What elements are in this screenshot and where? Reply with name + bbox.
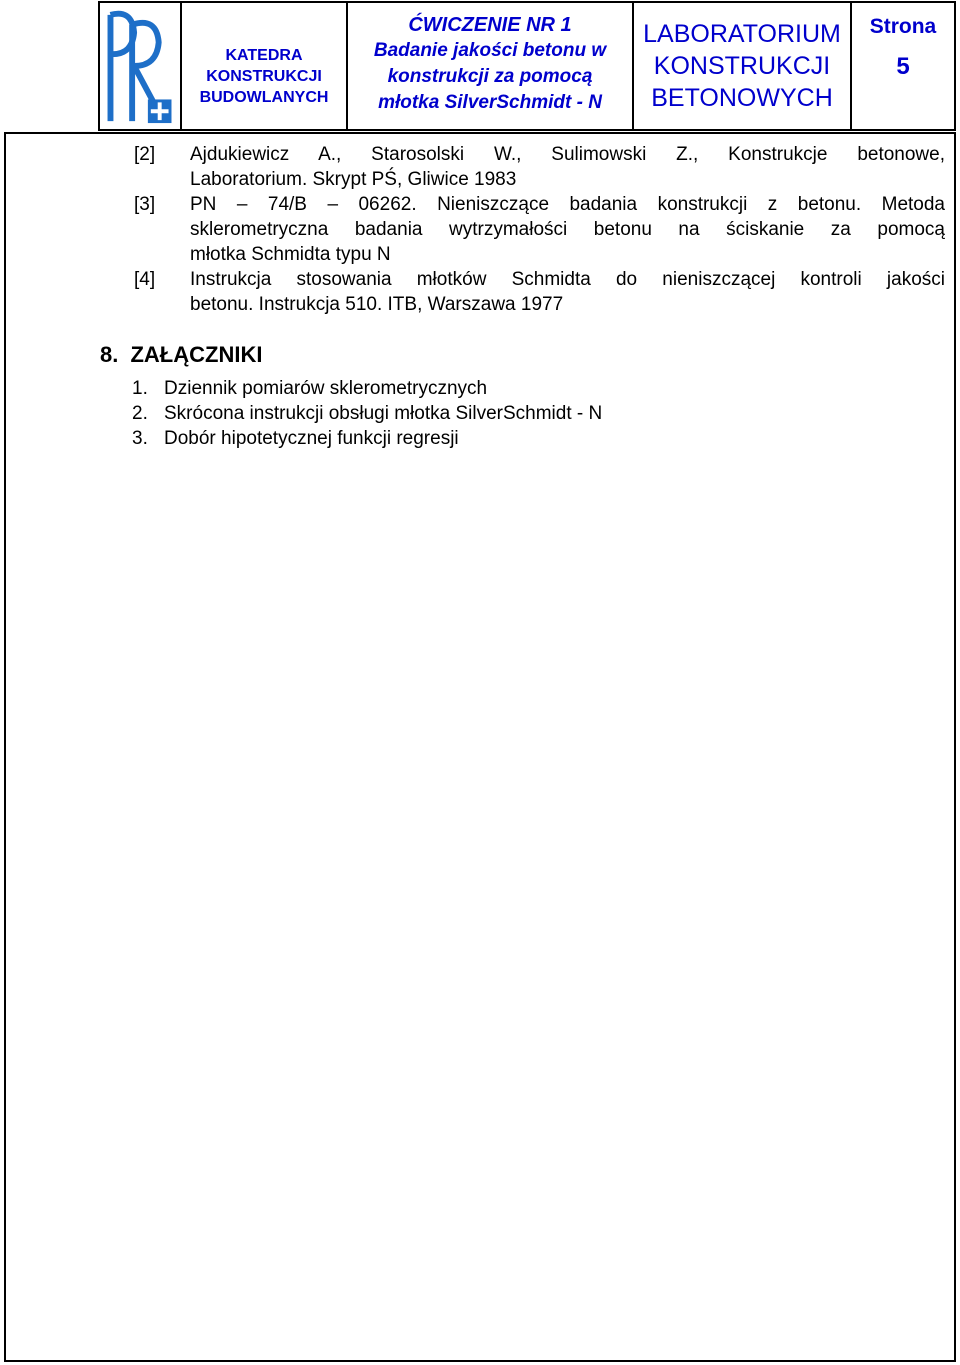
page-header [98, 1, 956, 131]
section-title: ZAŁĄCZNIKI [130, 342, 263, 367]
attachment-number: 3. [132, 428, 148, 449]
reference-text [190, 267, 945, 317]
page-number-block [852, 3, 954, 129]
reference-line: betonu. Instrukcja 510. ITB, Warszawa 1977 [190, 294, 564, 315]
reference-number: [4] [134, 269, 156, 290]
department-line: BUDOWLANYCH [199, 88, 329, 106]
reference-line: Instrukcja stosowania młotków Schmidta do nieniszczącej kontroli jakości [190, 269, 945, 290]
attachment-item [132, 401, 602, 426]
section-number: 8. [100, 342, 119, 367]
exercise-subtitle-line: Badanie jakości betonu w [373, 40, 607, 61]
reference-text [190, 192, 945, 267]
reference-number: [2] [134, 144, 156, 165]
attachment-text: Skrócona instrukcji obsługi młotka SilverSchmidt - N [164, 403, 603, 424]
lab-line: KONSTRUKCJI [653, 52, 831, 80]
lab-name [634, 3, 852, 129]
attachment-text: Dobór hipotetycznej funkcji regresji [164, 428, 459, 449]
lab-line: LABORATORIUM [643, 20, 841, 48]
reference-text [190, 142, 945, 192]
reference-line: Ajdukiewicz A., Starosolski W., Sulimowski Z., Konstrukcje betonowe, [190, 144, 945, 165]
attachment-item [132, 426, 459, 451]
exercise-title-block [348, 3, 634, 129]
department-line: KATEDRA [225, 46, 303, 64]
attachment-item [132, 376, 487, 401]
attachment-number: 1. [132, 378, 148, 399]
reference-number: [3] [134, 194, 156, 215]
reference-line: sklerometryczna badania wytrzymałości betonu na ściskanie za pomocą [190, 219, 945, 240]
reference-line: Laboratorium. Skrypt PŚ, Gliwice 1983 [190, 169, 517, 190]
exercise-subtitle-line: młotka SilverSchmidt - N [378, 92, 602, 113]
page-label: Strona [869, 15, 937, 38]
university-logo-icon [102, 5, 178, 127]
reference-line: młotka Schmidta typu N [190, 244, 391, 265]
section-heading [100, 342, 262, 368]
department-line: KONSTRUKCJI [206, 67, 322, 85]
attachment-text: Dziennik pomiarów sklerometrycznych [164, 378, 488, 399]
attachment-number: 2. [132, 403, 148, 424]
reference-line: PN – 74/B – 06262. Nieniszczące badania konstrukcji z betonu. Metoda [190, 194, 945, 215]
exercise-subtitle-line: konstrukcji za pomocą [387, 66, 593, 87]
page-number: 5 [896, 53, 910, 80]
lab-line: BETONOWYCH [651, 84, 833, 112]
exercise-title: ĆWICZENIE NR 1 [408, 14, 572, 36]
department-name [182, 3, 348, 129]
logo [100, 3, 182, 129]
